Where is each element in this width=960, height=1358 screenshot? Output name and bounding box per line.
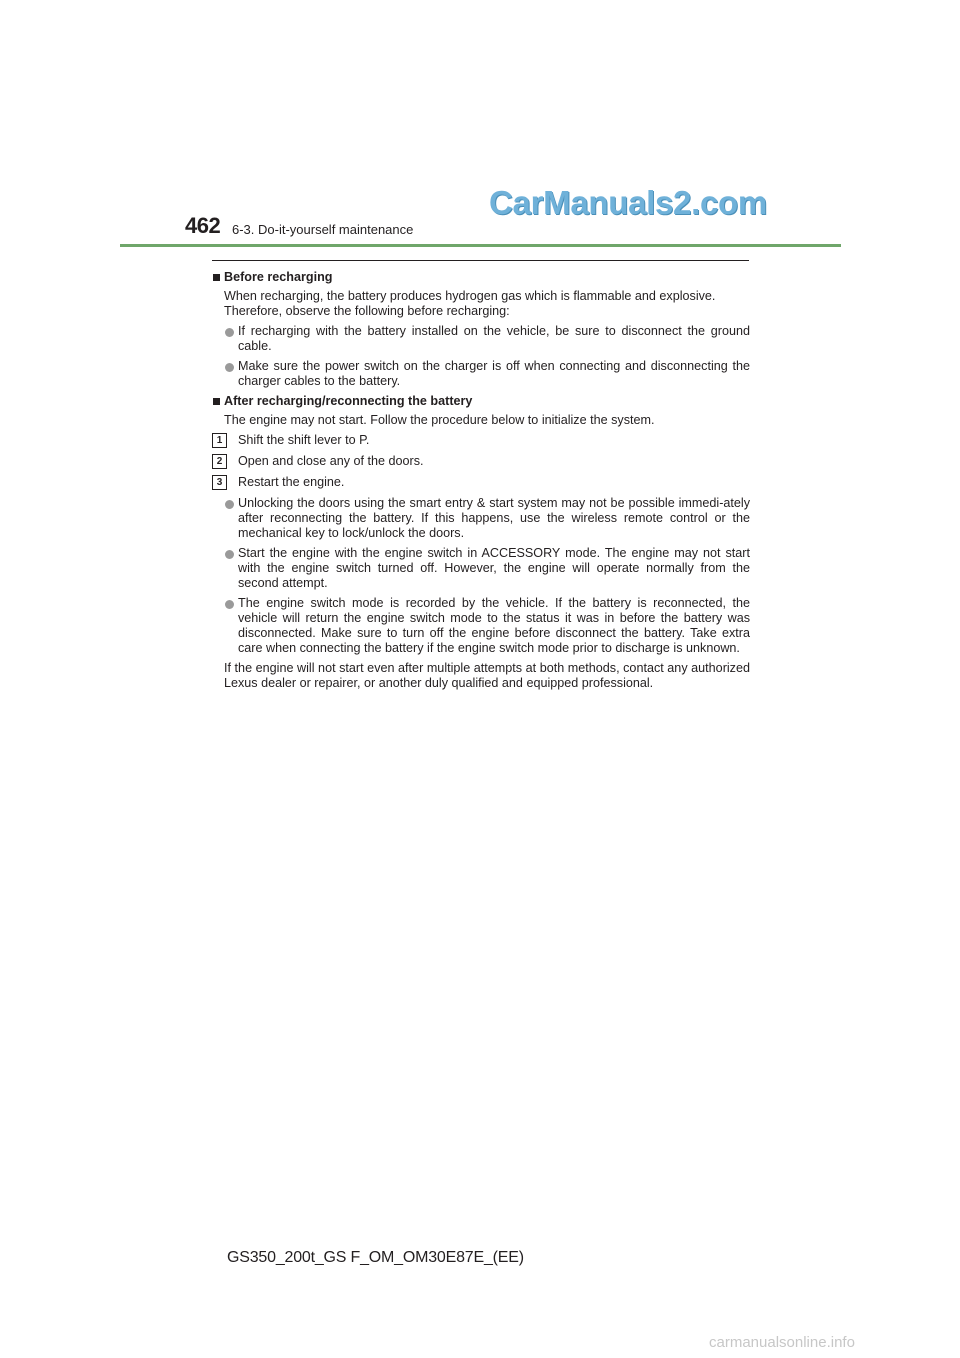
- before-recharging-intro: When recharging, the battery produces hydrogen gas which is flammable and explosive. Therefore, observe the following before recharging:: [224, 289, 716, 318]
- step-number-box: 1: [212, 433, 227, 448]
- circle-bullet-icon: [225, 328, 234, 337]
- content-body: [212, 270, 750, 691]
- bullet-text: Unlocking the doors using the smart entry & start system may not be possible immedi-ately after reconnecting the battery. If this happens, use the wireless remote control or the mechanical key to lock/unlock the doors.: [238, 496, 750, 540]
- square-bullet-icon: [213, 274, 220, 281]
- step-number-box: 2: [212, 454, 227, 469]
- circle-bullet-icon: [225, 550, 234, 559]
- bullet-text: The engine switch mode is recorded by the vehicle. If the battery is reconnected, the vehicle will return the engine switch mode to the status it was in before the battery was disconnected. Make sure to turn off the engine before disconnect the battery. Take extra care when connecting the battery if the engine switch mode prior to discharge is unknown.: [238, 596, 750, 655]
- step-item: [212, 454, 750, 469]
- header-rule: [120, 244, 841, 247]
- circle-bullet-icon: [225, 363, 234, 372]
- content-rule: [212, 260, 749, 261]
- closing-paragraph: If the engine will not start even after multiple attempts at both methods, contact any authorized Lexus dealer or repairer, or another duly qualified and equipped professional.: [224, 661, 750, 690]
- step-item: [212, 433, 750, 448]
- after-recharging-intro: The engine may not start. Follow the procedure below to initialize the system.: [224, 413, 655, 427]
- step-item: [212, 475, 750, 490]
- page-number: 462: [185, 213, 221, 238]
- bullet-text: Make sure the power switch on the charger is off when connecting and disconnecting the charger cables to the battery.: [238, 359, 750, 388]
- circle-bullet-icon: [225, 500, 234, 509]
- circle-bullet-icon: [225, 600, 234, 609]
- footer-site-watermark: carmanualsonline.info: [709, 1334, 855, 1351]
- bullet-text: Start the engine with the engine switch in ACCESSORY mode. The engine may not start with the engine switch turned off. However, the engine will operate normally from the second attempt.: [238, 546, 750, 590]
- list-item: [212, 496, 750, 541]
- step-number-box: 3: [212, 475, 227, 490]
- heading-text: After recharging/reconnecting the battery: [224, 394, 473, 408]
- list-item: [212, 596, 750, 656]
- square-bullet-icon: [213, 398, 220, 405]
- list-item: [212, 359, 750, 389]
- bullet-text: If recharging with the battery installed on the vehicle, be sure to disconnect the ground cable.: [238, 324, 750, 353]
- heading-before-recharging: [212, 270, 750, 285]
- step-text: Restart the engine.: [238, 475, 345, 489]
- step-text: Shift the shift lever to P.: [238, 433, 370, 447]
- list-item: [212, 324, 750, 354]
- heading-after-recharging: [212, 394, 750, 409]
- watermark-logo: CarManuals2.com: [489, 184, 767, 221]
- footer-document-code: GS350_200t_GS F_OM_OM30E87E_(EE): [227, 1249, 524, 1266]
- section-title: 6-3. Do-it-yourself maintenance: [232, 222, 414, 237]
- step-text: Open and close any of the doors.: [238, 454, 424, 468]
- heading-text: Before recharging: [224, 270, 333, 284]
- list-item: [212, 546, 750, 591]
